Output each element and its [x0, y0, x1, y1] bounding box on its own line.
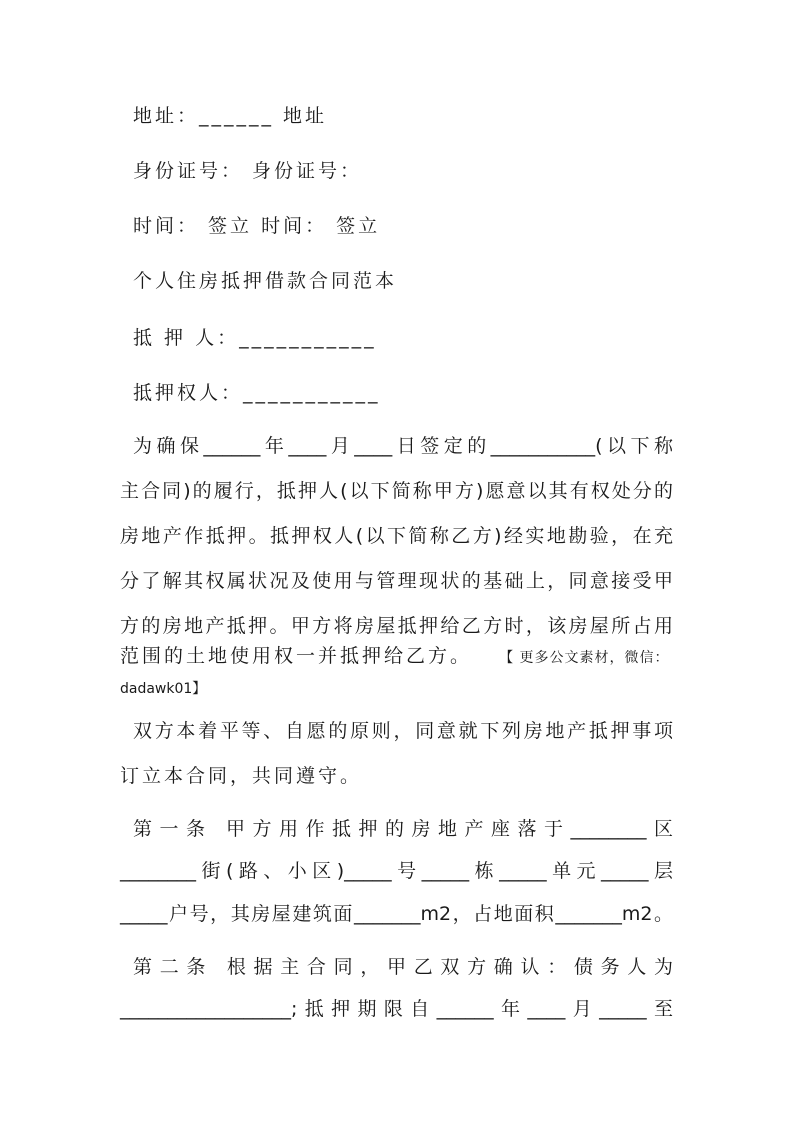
wechat-note: 【 更多公文素材，微信： [499, 650, 670, 666]
article-1-line-3: _____户号，其房屋建筑面_______m2，占地面积_______m2。 [120, 903, 673, 925]
address-line: 地址：______ 地址 [133, 105, 328, 127]
paragraph-2-line-1: 双方本着平等、自愿的原则，同意就下列房地产抵押事项 [133, 720, 673, 742]
paragraph-1-line-6-text: 范围的土地使用权一并抵押给乙方。 [120, 645, 473, 667]
paragraph-2-line-2: 订立本合同，共同遵守。 [120, 765, 363, 787]
paragraph-1-line-5: 方的房地产抵押。甲方将房屋抵押给乙方时，该房屋所占用 [120, 615, 673, 637]
id-number-line: 身份证号： 身份证号： [133, 160, 363, 182]
paragraph-1-line-6 [120, 647, 670, 666]
contract-title: 个人住房抵押借款合同范本 [133, 270, 398, 292]
mortgagee-line: 抵押权人：___________ [133, 382, 381, 404]
paragraph-1-line-2: 主合同)的履行，抵押人(以下简称甲方)愿意以其有权处分的 [120, 480, 673, 502]
article-2-line-2: __________________;抵押期限自______年____月_____至 [120, 998, 673, 1020]
wechat-id: dadawk01】 [120, 681, 207, 697]
article-2-line-1: 第二条 根据主合同，甲乙双方确认：债务人为 [133, 956, 673, 978]
paragraph-1-line-4: 分了解其权属状况及使用与管理现状的基础上，同意接受甲 [120, 570, 673, 592]
article-1-line-2: ________街(路、小区)_____号_____栋_____单元_____层 [120, 860, 673, 882]
mortgagor-line: 抵 押 人：___________ [133, 327, 377, 349]
sign-time-line: 时间： 签立 时间： 签立 [133, 215, 381, 237]
paragraph-1-line-3: 房地产作抵押。抵押权人(以下简称乙方)经实地勘验，在充 [120, 525, 673, 547]
article-1-line-1: 第一条 甲方用作抵押的房地产座落于________区 [133, 818, 673, 840]
paragraph-1-line-1: 为确保______年____月____日签定的___________(以下称 [133, 435, 673, 457]
